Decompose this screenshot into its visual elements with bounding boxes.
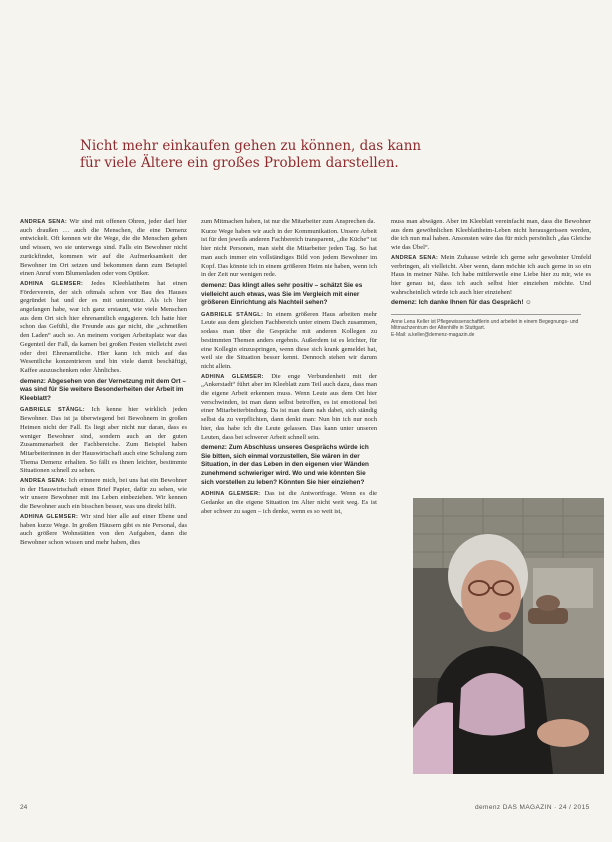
paragraph [201,373,377,443]
paragraph-text: Das ist die Antwortfrage. Wenn es die Gedanke an die eigene Situation im Alter nicht weit weg. Es ist aber schwer zu sagen – ich denke, wenn es so weit ist, [201,490,378,515]
paragraph [20,218,187,279]
author-caption: Anne Lena Keller ist Pflegewissenschaftlerin und arbeitet in einem Begegnungs- und Mitmachzentrum der Altenhilfe in Stuttgart. [391,318,579,332]
paragraph [20,280,187,376]
speaker-name: ANDREA SENA: [20,478,67,485]
paragraph: zum Mitmachen haben, ist nur die Mitarbeiter zum Ansprechen da. [201,218,376,225]
speaker-name: ADHINA GLEMSER: [20,513,79,520]
pull-quote: Nicht mehr einkaufen gehen zu können, das kann für viele Ältere ein großes Problem darstellen. [80,138,422,171]
paragraph-text: Jedes Kleeblattheim hat einen Förderverein, der sich oftmals schon vor Bau des Hauses gegründet hat und der es mit unterstützt. Als ich hier angefangen habe, war ich ganz erstaunt, wie viele Menschen aus dem Ort sich hier ehrenamtlich engagieren. Ich hatte hier schon das Gefühl, die Freunde aus gar nicht, die „schmeißen den Laden“ auch so. An meinem vorigen Arbeitsplatz war das Gegenteil der Fall, da kamen bei großen Festen vielleicht zwei oder drei Ehrenamtliche. Hier kann ich mich auf das Wesentliche konzentrieren und bin viele damit beschäftigt, Kaffee auszuschenken oder Ähnliches. [20,279,187,374]
page-number: 24 [20,804,28,811]
paragraph [391,254,591,298]
paragraph [201,311,377,372]
article-column-1 [20,218,187,549]
speaker-name: ADHINA GLEMSER: [201,373,264,380]
paragraph-text: Ich erinnere mich, bei uns hat ein Bewohner in der Hauswirtschaft einen Brief Papier, dafür zu sehen, wie wir unsere Bewohner mit ins Leben einbeziehen. Wir kennen die Bewohner auch ein bisschen besser, was uns direkt hilft. [20,477,187,511]
author-email: E-Mail: a.keller@demenz-magazin.de [391,331,475,338]
paragraph [20,513,187,548]
interview-question: demenz: Das klingt alles sehr positiv – schätzt Sie es vielleicht auch etwas, was Sie im Vergleich mit einer größeren Einrichtung als Nachteil sehen? [201,281,363,307]
article-column-3 [391,218,591,338]
paragraph [201,490,377,516]
paragraph: Kurze Wege haben wir auch in der Kommunikation. Unsere Arbeit ist für den jeweils anderen Fachbereich transparent, „die Küche“ ist hier nicht Personen, man sieht die Mitarbeiter jeden Tag. So hat man auch immer ein vollständiges Bild von jedem Bewohner im Kopf. Das könnte ich in einem größeren Heim nie haben, wenn ich in der Zeit nur wenigen rede. [201,227,377,279]
interview-closing: demenz: Ich danke Ihnen für das Gespräch! ☺ [391,299,532,307]
speaker-name: ANDREA SENA: [391,254,439,261]
paragraph-text: Mein Zuhause würde ich gerne sehr gewohnter Umfeld verbringen, alt vielleicht. Aber wenn, dann möchte ich auch gerne in so ein Haus in meiner Nähe. Ich habe mittlerweile eine Liebe hier zu mir, wie es hier genau ist, dass ich auch selbst hier einziehen möchte. Und wahrscheinlich würde ich auch hier einziehen! [391,253,592,296]
paragraph-text: Die enge Verbundenheit mit der „Ankerstadt“ führt aber im Kleeblatt zum Teil auch dazu, dass man die eigene Arbeit erkennen muss. Wenn Leute aus dem Ort hier verschwinden, ist man dann selbst betroffen, es ist emotional bei einer Mitarbeiterbindung. Da ist man dann nah dabei, sich ständig selbst da zu verpflichten, dann denkt man: Nun bin ich nur noch hier, das habe ich die Leute gelassen. Das kann unter unseren Leuten, dass bei schwerer Arbeit schnell sein. [201,372,377,441]
photo-illustration [413,498,604,774]
photo-elderly-woman-cooking [413,498,604,774]
paragraph [20,406,187,476]
divider [391,314,581,315]
magazine-footer: demenz DAS MAGAZIN · 24 / 2015 [475,804,590,811]
speaker-name: ADHINA GLEMSER: [201,491,261,498]
speaker-name: ADHINA GLEMSER: [20,280,84,287]
paragraph [20,477,187,512]
interview-question: demenz: Zum Abschluss unseres Gesprächs würde ich Sie bitten, sich einmal vorzustellen, Sie wären in der Situation, in der das Leben in den eigenen vier Wänden zunehmend schwieriger wird. Wo und wie könnten Sie sich vorstellen zu leben? Könnten Sie hier einziehen? [201,444,369,486]
speaker-name: GABRIELE STÄNGL: [20,407,85,414]
paragraph-text: Ich kenne hier wirklich jeden Bewohner. Das ist ja überwiegend bei Bewohnern in großen Heimen nicht der Fall. Es liegt aber nicht nur daran, dass es weniger Bewohner sind, sondern auch an der guten Zusammenarbeit der Fachbereiche. Zum Beispiel haben Mitarbeiterinnen in der Hauswirtschaft auch eine Schulung zum Thema Demenz erhalten. So fällt es ihnen leichter, bestimmte Situationen schnell zu sehen. [20,406,188,475]
article-column-2 [201,218,377,517]
paragraph: muss man abwägen. Aber im Kleeblatt vereinfacht man, dass die Bewohner aus dem gewöhnlichen Kleeblattheim-Leben nicht herausgerissen werden, die ich nun mal haben. Ansonsten wäre das für mich persönlich „das Gleiche wie das Übel“. [391,218,591,252]
paragraph-text: Wir sind mit offenen Ohren, jeder darf hier auch draußen … auch die Menschen, die eine Demenz entwickelt. Oft kennen wir die Wege, die die Menschen gehen und wissen, wo sie unterwegs sind. Falls ein Bewohner nicht zurückfindet, kommen wir auf die Aufmerksamkeit der Bewohner im Ort setzen und bekommen dann zum Beispiel einen Anruf vom Blumenladen oder vom Optiker. [20,218,187,278]
speaker-name: ANDREA SENA: [20,219,68,225]
interview-question: demenz: Abgesehen von der Vernetzung mit dem Ort – was sind für Sie weitere Besonderheiten der Arbeit im Kleeblatt? [20,377,186,402]
paragraph-text: Wir sind hier alle auf einer Ebene und haben kurze Wege. In großen Häusern gibt es nie Personal, das auch größere Wohnstätten von den Aufgaben, dann die Bewohner schon wissen und mehr haben, dies [20,512,188,546]
speaker-name: GABRIELE STÄNGL: [201,311,264,318]
paragraph-text: In einem größeren Haus arbeiten mehr Leute aus dem gleichen Fachbereich unter einem Dach zusammen, sodass man über die Gespräche mit anderen Kollegen zu bestimmten Themen anders ergebnis. Außerdem ist es leichter, für eine Kollegin einzuspringen, wenn diese sich krank gemeldet hat, weil sie die Situation besser kennt. Dennoch stehen wir darum nicht allein. [201,310,378,370]
